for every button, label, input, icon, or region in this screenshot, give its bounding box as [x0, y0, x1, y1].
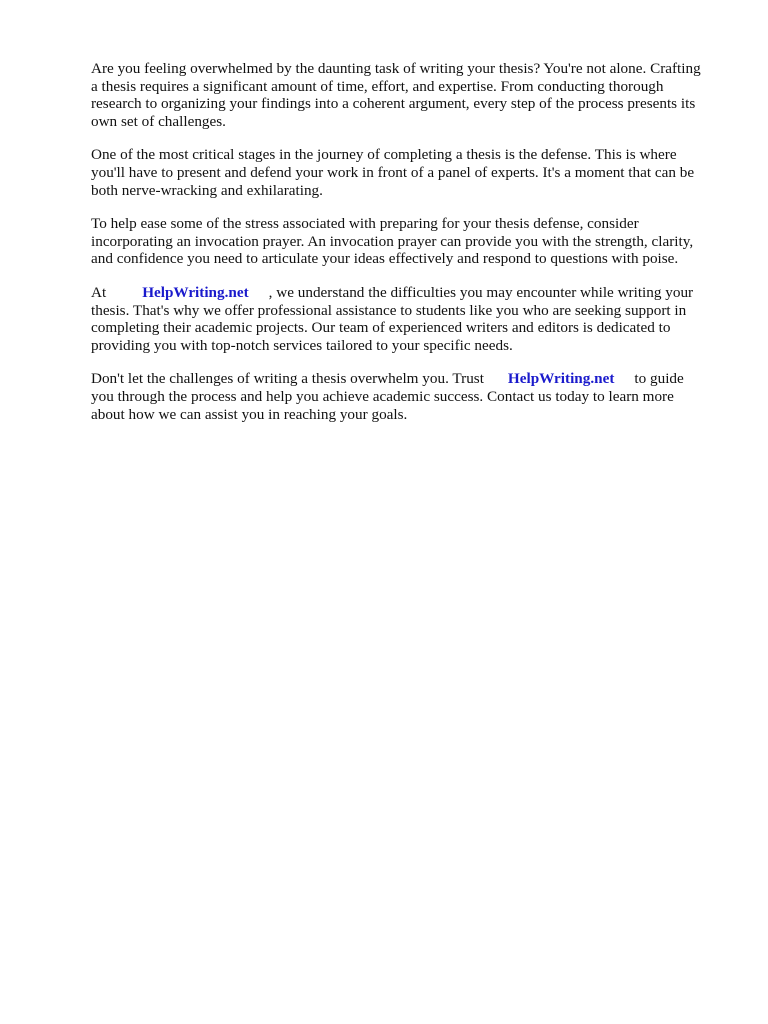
paragraph-invocation: To help ease some of the stress associated with preparing for your thesis defense, consider incorporating an invocation prayer. An invocation prayer can provide you with the strength, clarity, and confidence you need to articulate your ideas effectively and respond to questions with poise. [91, 215, 694, 268]
paragraph-text-before: At [91, 283, 107, 301]
helpwriting-link[interactable]: HelpWriting.net [142, 283, 249, 301]
paragraph-call-to-action [91, 370, 731, 423]
paragraph-text-after: to guide you through the process and help you achieve academic success. Contact us today to learn more about how we can assist you in reaching your goals. [91, 370, 684, 423]
paragraph-intro: Are you feeling overwhelmed by the daunting task of writing your thesis? You're not alone. Crafting a thesis requires a significant amount of time, effort, and expertise. From conducting thorough research to organizing your findings into a coherent argument, every step of the process presents its own set of challenges. [91, 60, 701, 130]
paragraph-text-after: , we understand the difficulties you may encounter while writing your thesis. That's why we offer professional assistance to students like you who are seeking support in completing their academic projects. Our team of experienced writers and editors is dedicated to providing you with top-notch services tailored to your specific needs. [91, 283, 694, 354]
paragraph-defense: One of the most critical stages in the journey of completing a thesis is the defense. This is where you'll have to present and defend your work in front of a panel of experts. It's a moment that can be both nerve-wracking and exhilarating. [91, 146, 695, 199]
paragraph-helpwriting-intro [91, 284, 731, 354]
document-page [91, 60, 731, 439]
paragraph-text-before: Don't let the challenges of writing a thesis overwhelm you. Trust [91, 370, 484, 388]
helpwriting-link[interactable]: HelpWriting.net [507, 370, 615, 388]
